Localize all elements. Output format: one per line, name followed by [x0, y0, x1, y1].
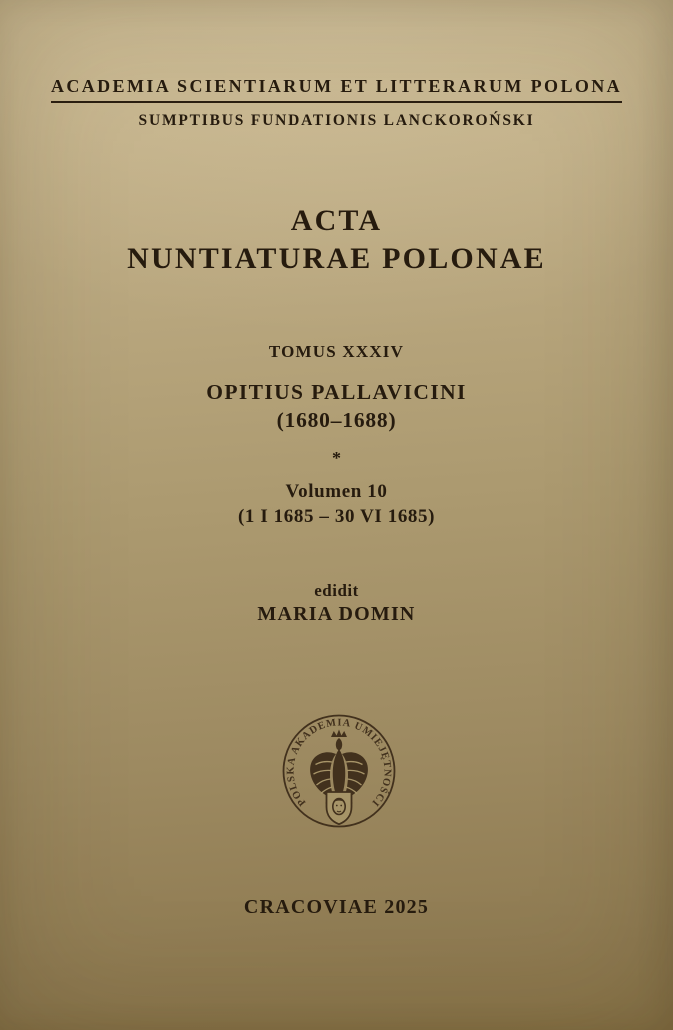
seal-ring-text: POLSKA AKADEMIA UMIEJĘTNOŚCI [285, 717, 393, 808]
divider-star: * [332, 448, 341, 468]
imprint-place-year: CRACOVIAE 2025 [243, 896, 430, 918]
academy-name-text: ACADEMIA SCIENTIARUM ET LITTERARUM POLONA [51, 76, 622, 103]
series-title-line2: NUNTIATURAE POLONAE [127, 242, 546, 275]
volume-date-range: (1 I 1685 – 30 VI 1685) [237, 506, 436, 527]
funding-line: SUMPTIBUS FUNDATIONIS LANCKOROŃSKI [138, 112, 535, 129]
subject-name: OPITIUS PALLAVICINI [206, 380, 467, 404]
academy-name-line [0, 76, 673, 103]
editor-name: MARIA DOMIN [257, 603, 416, 625]
tomus-number: TOMUS XXXIV [268, 342, 405, 361]
academy-seal-emblem-icon [280, 712, 398, 830]
academy-seal [280, 712, 398, 830]
edited-by-label: edidit [314, 581, 359, 600]
volume-number: Volumen 10 [285, 481, 388, 502]
series-title-line1: ACTA [290, 204, 383, 237]
seal-shield-icon [327, 792, 352, 824]
series-title [0, 202, 673, 278]
subject-years: (1680–1688) [276, 408, 397, 432]
